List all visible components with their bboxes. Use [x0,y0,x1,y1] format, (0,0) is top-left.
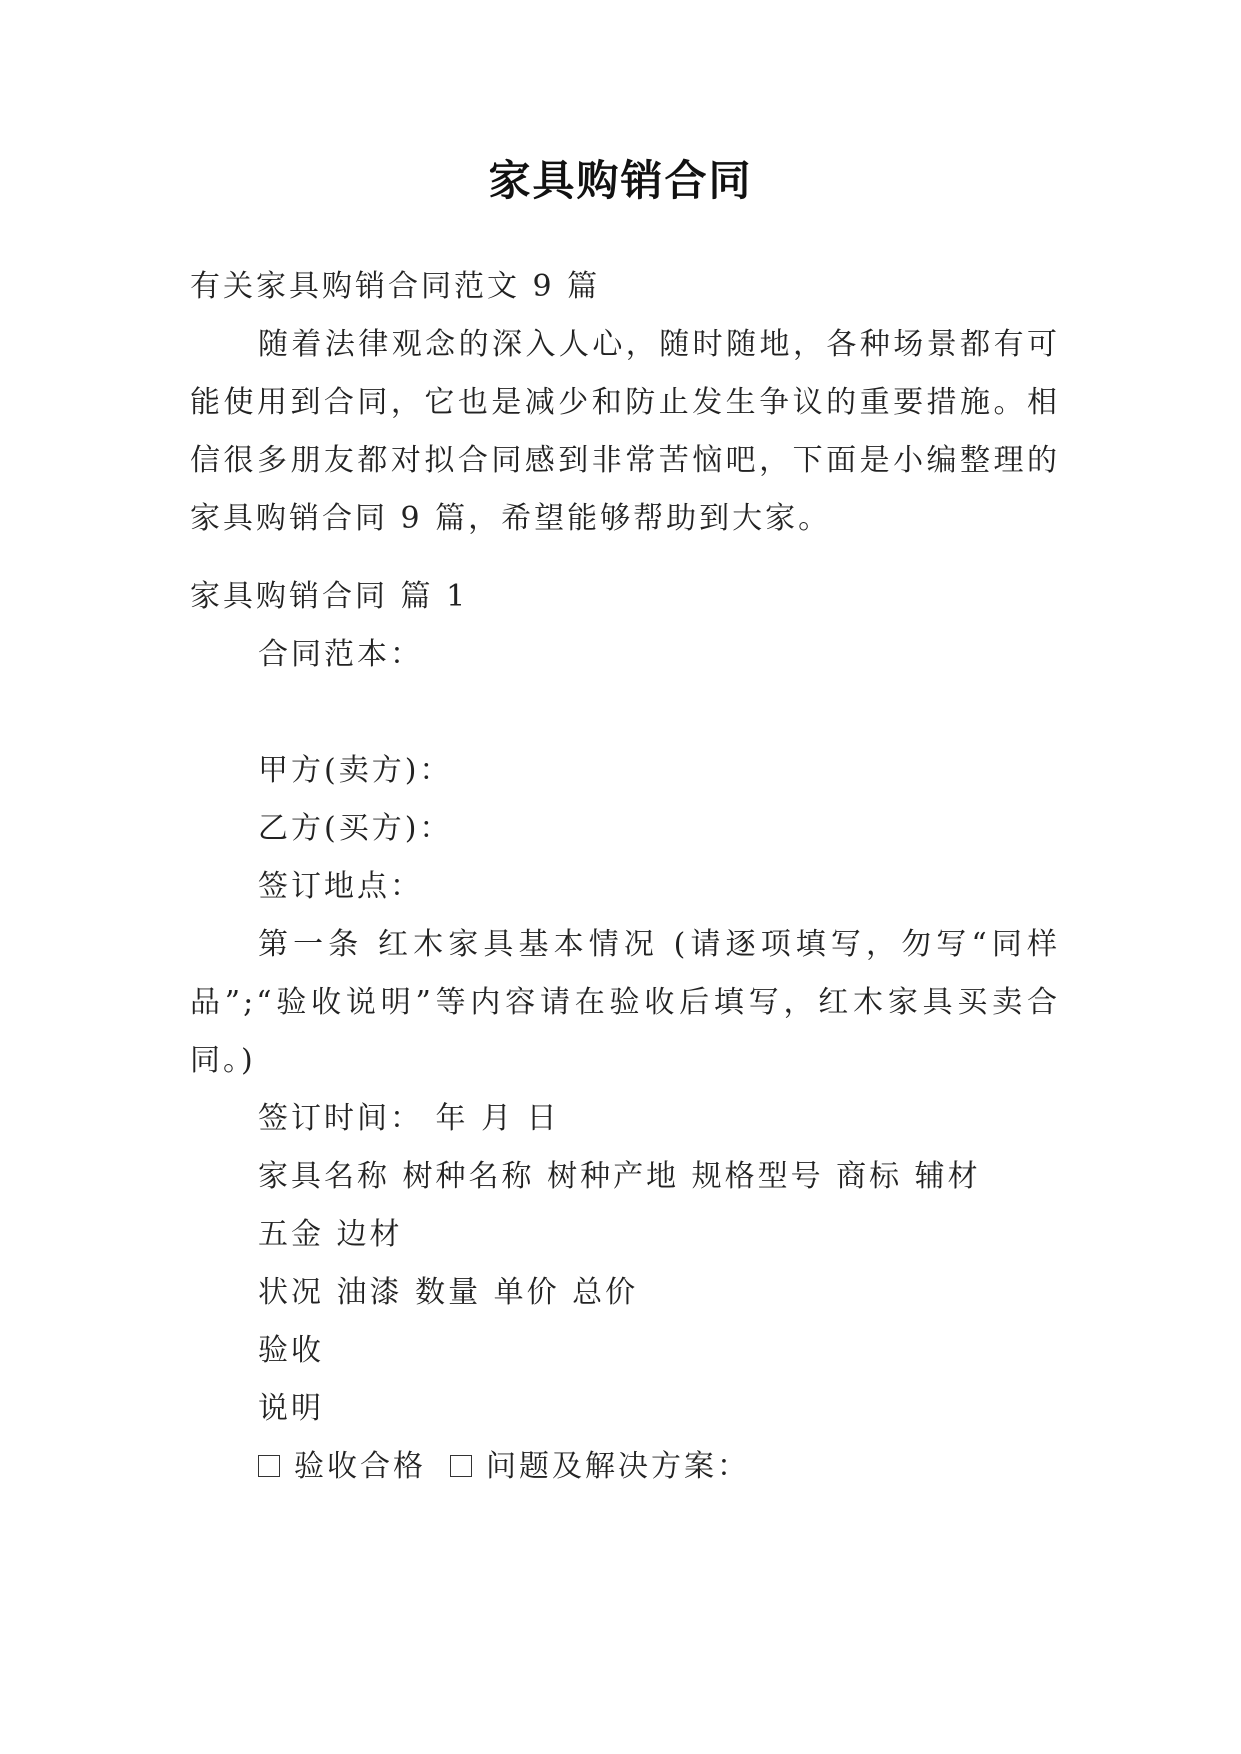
fields-line-1: 家具名称 树种名称 树种产地 规格型号 商标 辅材 [258,1159,981,1194]
document-body [190,258,1060,548]
fields-line-3: 状况 油漆 数量 单价 总价 [258,1275,639,1310]
party-a-label: 甲方(卖方)： [258,753,453,788]
explanation-label: 说明 [258,1391,324,1426]
section-1 [190,568,1060,1496]
party-b-label: 乙方(买方)： [258,811,453,846]
pass-checkbox[interactable] [258,1455,280,1477]
section-heading: 家具购销合同 篇 1 [190,579,469,614]
issue-checkbox[interactable] [450,1455,472,1477]
intro-heading: 有关家具购销合同范文 9 篇 [190,269,601,304]
fields-line-2: 五金 边材 [258,1217,403,1252]
document-title: 家具购销合同 [488,156,753,205]
pass-checkbox-label: 验收合格 [294,1449,426,1484]
acceptance-label: 验收 [258,1333,324,1368]
contract-sample-label: 合同范本： [258,637,423,672]
checkbox-row [190,1438,1060,1496]
intro-paragraph: 随着法律观念的深入人心，随时随地，各种场景都有可能使用到合同，它也是减少和防止发生争议的重要措施。相信很多朋友都对拟合同感到非常苦恼吧，下面是小编整理的家具购销合同 9 篇，希望能够帮助到大家。 [190,327,1060,536]
article-one: 第一条 红木家具基本情况 (请逐项填写，勿写“同样品”;“验收说明”等内容请在验收后填写，红木家具买卖合同。) [190,927,1060,1078]
sign-time-label: 签订时间： 年 月 日 [258,1101,560,1136]
issue-checkbox-label: 问题及解决方案： [486,1449,750,1484]
sign-place-label: 签订地点： [258,869,423,904]
